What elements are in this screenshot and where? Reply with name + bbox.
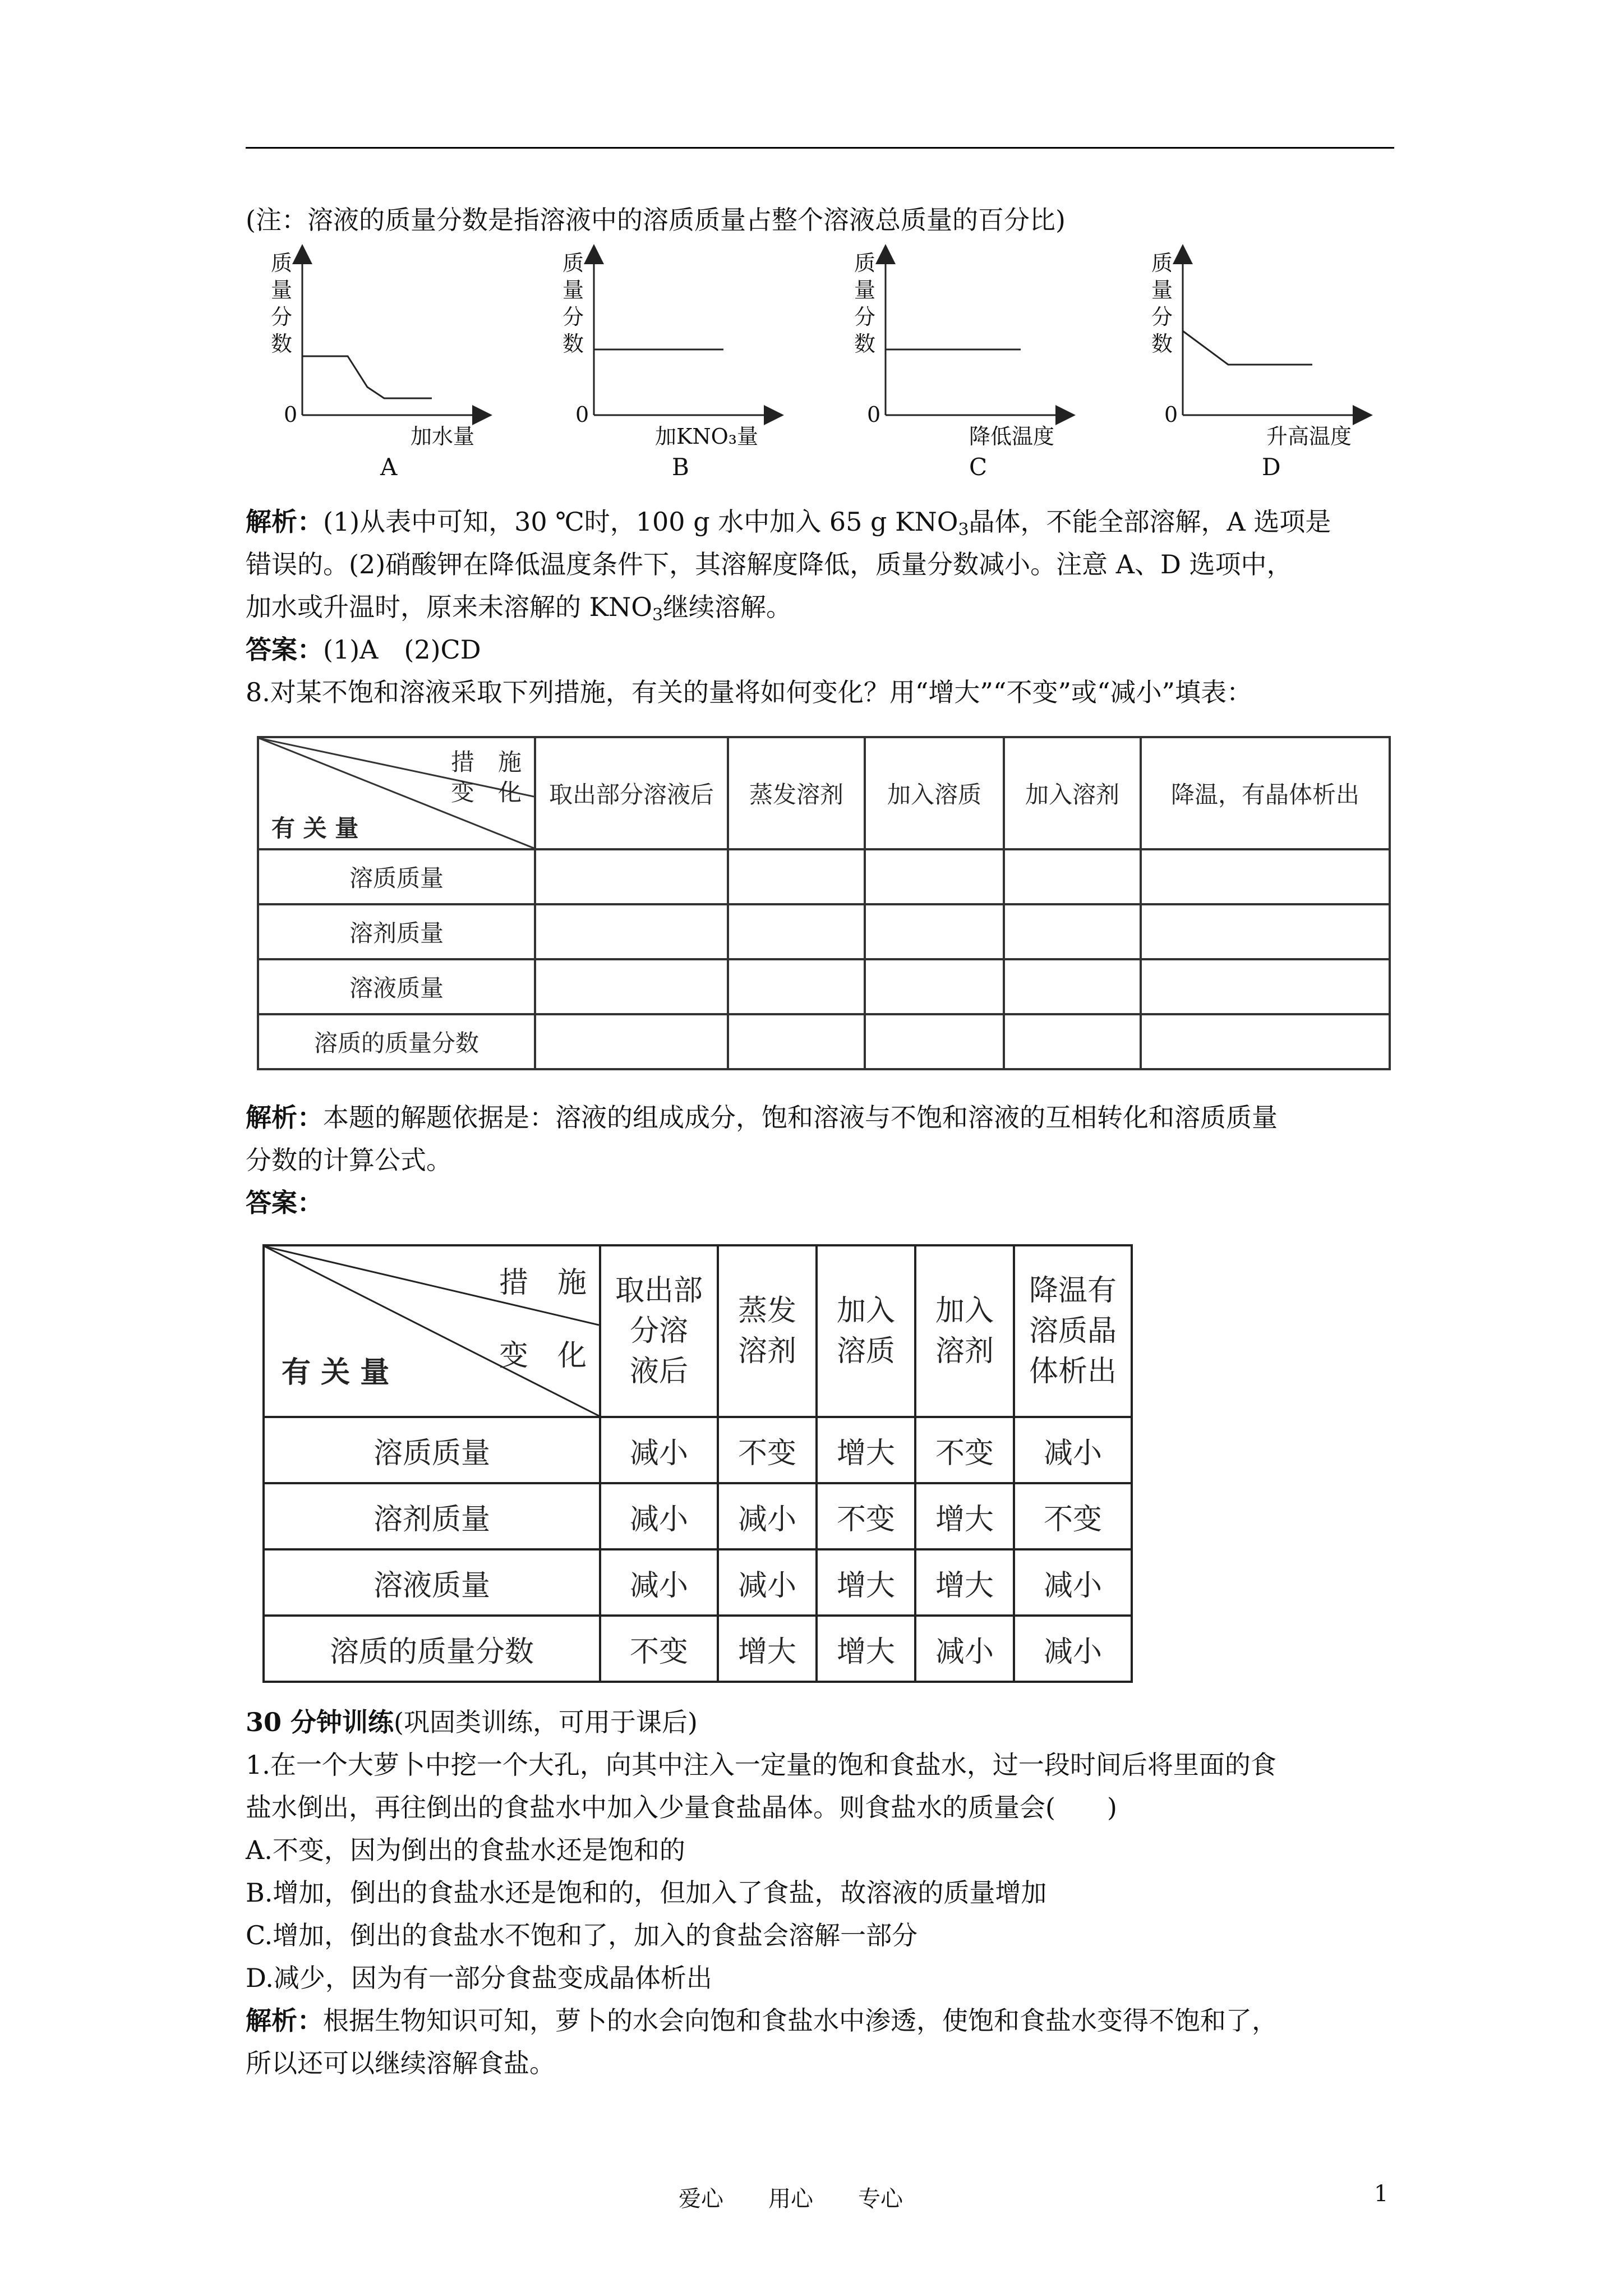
graph-d-origin: 0 (1164, 402, 1178, 427)
header-rule (246, 147, 1394, 149)
table2-cell: 增大 (817, 1417, 915, 1483)
question8-table (257, 736, 1391, 1070)
question8: 8.对某不饱和溶液采取下列措施，有关的量将如何变化？用“增大”“不变”或“减小”填表： (246, 677, 1252, 707)
analysis1-text3: 加水或升温时，原来未溶解的 KNO (246, 592, 652, 622)
section-heading (246, 1705, 698, 1739)
table2-row-label: 溶质质量 (264, 1417, 600, 1483)
table2-row (264, 1483, 1132, 1549)
table2-header-2 (718, 1245, 817, 1417)
table1-corner-qty: 有 关 量 (271, 815, 359, 842)
graph-b-plot (555, 250, 791, 485)
q1-line2: 盐水倒出，再往倒出的食盐水中加入少量食盐晶体。则食盐水的质量会( ) (246, 1792, 1117, 1823)
table2-header-5-l3: 体析出 (1029, 1355, 1117, 1388)
table1-cell (728, 1014, 865, 1069)
graph-d-ylabel-1: 质 (1151, 251, 1173, 275)
graph-b (555, 250, 791, 485)
answer2-label: 答案： (246, 1188, 323, 1218)
analysis1-sub1: 3 (958, 520, 969, 540)
table2-header-1-l2: 分溶 (629, 1314, 688, 1348)
table1-row (258, 959, 1390, 1014)
table2-header-1 (600, 1245, 718, 1417)
table2-cell: 减小 (718, 1549, 817, 1616)
graph-d-letter: D (1262, 453, 1281, 481)
table1-cell (1141, 959, 1390, 1014)
graph-a-xlabel: 加水量 (411, 424, 475, 449)
graph-a-origin: 0 (284, 402, 298, 427)
analysis1-text1: (1)从表中可知，30 ℃时，100 g 水中加入 65 g KNO (323, 507, 958, 537)
analysis2-line2: 分数的计算公式。 (246, 1145, 452, 1175)
graph-d-plot (1144, 250, 1380, 485)
table1-cell (1004, 959, 1141, 1014)
analysis1-line1 (246, 505, 1331, 547)
q1-line1: 1.在一个大萝卜中挖一个大孔，向其中注入一定量的饱和食盐水，过一段时间后将里面的食 (246, 1750, 1276, 1780)
graph-b-ylabel-4: 数 (562, 332, 584, 356)
table1-cell (865, 959, 1004, 1014)
table2-row-label: 溶质的质量分数 (264, 1616, 600, 1682)
table2-cell: 减小 (718, 1483, 817, 1549)
graph-d (1144, 250, 1380, 485)
graph-b-letter: B (672, 453, 689, 481)
table2-cell: 不变 (718, 1417, 817, 1483)
graph-a-letter: A (380, 453, 398, 481)
analysis1-line3 (246, 590, 792, 632)
table1-cell (1141, 849, 1390, 904)
table2-cell: 减小 (600, 1417, 718, 1483)
graph-b-xlabel: 加KNO₃量 (655, 424, 759, 449)
table2-cell: 增大 (817, 1549, 915, 1616)
table2-cell: 不变 (1014, 1483, 1132, 1549)
table2-cell: 增大 (915, 1549, 1014, 1616)
graph-c-origin: 0 (867, 402, 881, 427)
page-number: 1 (1374, 2181, 1389, 2207)
table1-cell (1141, 904, 1390, 959)
graph-c-ylabel-4: 数 (854, 332, 875, 356)
table1-header-3: 加入溶质 (865, 737, 1004, 849)
table2-corner (264, 1245, 600, 1417)
table1-row-label: 溶剂质量 (258, 904, 535, 959)
table1-row-label: 溶液质量 (258, 959, 535, 1014)
table1-row (258, 904, 1390, 959)
table2-corner-qty: 有 关 量 (282, 1356, 390, 1389)
graph-c-letter: C (969, 453, 988, 481)
answer1-line (246, 633, 481, 666)
graph-b-origin: 0 (575, 402, 589, 427)
graph-d-ylabel-3: 分 (1151, 305, 1173, 329)
analysis2-text1: 本题的解题依据是：溶液的组成成分，饱和溶液与不饱和溶液的互相转化和溶质质量 (323, 1102, 1278, 1133)
graph-c-ylabel-2: 量 (854, 278, 875, 302)
graph-c (847, 250, 1082, 485)
table2-row (264, 1549, 1132, 1616)
table2-cell: 增大 (915, 1483, 1014, 1549)
graph-b-ylabel-3: 分 (562, 305, 584, 329)
table1-header-5: 降温，有晶体析出 (1141, 737, 1390, 849)
table1-row-label: 溶质质量 (258, 849, 535, 904)
table1-cell (1004, 849, 1141, 904)
table1-cell (728, 904, 865, 959)
graph-b-ylabel-1: 质 (562, 251, 584, 275)
analysis3-line1 (246, 2004, 1278, 2037)
graph-a-plot (264, 250, 499, 485)
table2-corner-change: 变 化 (499, 1339, 587, 1373)
graph-a-ylabel-3: 分 (270, 305, 292, 329)
table2-header-3-l2: 溶质 (836, 1335, 895, 1368)
table1-cell (535, 904, 728, 959)
table2-cell: 减小 (600, 1549, 718, 1616)
table2-header-4-l2: 溶剂 (935, 1335, 994, 1368)
table2-cell: 不变 (915, 1417, 1014, 1483)
analysis2-label: 解析： (246, 1102, 323, 1133)
graph-a-ylabel-2: 量 (270, 278, 292, 302)
q1-option-b: B.增加，倒出的食盐水还是饱和的，但加入了食盐，故溶液的质量增加 (246, 1878, 1047, 1908)
table1-cell (1004, 904, 1141, 959)
graph-d-ylabel-2: 量 (1151, 278, 1173, 302)
graph-c-xlabel: 降低温度 (969, 424, 1055, 449)
answer-table (262, 1244, 1133, 1683)
table2-cell: 减小 (1014, 1616, 1132, 1682)
analysis3-label: 解析： (246, 2005, 323, 2036)
graph-c-ylabel-1: 质 (854, 251, 875, 275)
table2-header-5 (1014, 1245, 1132, 1417)
note-line: (注：溶液的质量分数是指溶液中的溶质质量占整个溶液总质量的百分比) (246, 205, 1066, 235)
graph-a-ylabel-4: 数 (270, 332, 292, 356)
analysis1-text1-end: 晶体，不能全部溶解，A 选项是 (969, 507, 1331, 537)
analysis2-line1 (246, 1101, 1278, 1134)
analysis1-text3-end: 继续溶解。 (663, 592, 792, 622)
footer-text: 爱心 用心 专心 (679, 2186, 903, 2212)
analysis3-text1: 根据生物知识可知，萝卜的水会向饱和食盐水中渗透，使饱和食盐水变得不饱和了， (323, 2005, 1278, 2036)
graph-d-ylabel-4: 数 (1151, 332, 1173, 356)
table2-header-2-l1: 蒸发 (737, 1294, 796, 1328)
graph-c-ylabel-3: 分 (854, 305, 875, 329)
table2-cell: 减小 (1014, 1549, 1132, 1616)
table1-cell (535, 849, 728, 904)
table2-header-4-l1: 加入 (935, 1294, 994, 1328)
analysis1-label: 解析： (246, 507, 323, 537)
table2-row-label: 溶剂质量 (264, 1483, 600, 1549)
table1-cell (1004, 1014, 1141, 1069)
graph-b-ylabel-2: 量 (562, 278, 584, 302)
table2-cell: 减小 (600, 1483, 718, 1549)
analysis1-line2: 错误的。(2)硝酸钾在降低温度条件下，其溶解度降低，质量分数减小。注意 A、D 选项中， (246, 549, 1293, 579)
table1-row (258, 1014, 1390, 1069)
table2-cell: 不变 (817, 1483, 915, 1549)
table2-cell: 增大 (817, 1616, 915, 1682)
table2-header-1-l1: 取出部 (615, 1274, 703, 1308)
table1-header-2: 蒸发溶剂 (728, 737, 865, 849)
table1-corner-measure: 措 施 (450, 748, 522, 776)
table1-cell (865, 1014, 1004, 1069)
table1-header-4: 加入溶剂 (1004, 737, 1141, 849)
q1-option-a: A.不变，因为倒出的食盐水还是饱和的 (246, 1835, 685, 1865)
table2-header-5-l1: 降温有 (1029, 1274, 1117, 1308)
table1-corner-change: 变 化 (450, 779, 522, 806)
table2-row (264, 1616, 1132, 1682)
graph-c-plot (847, 250, 1082, 485)
table1-row (258, 849, 1390, 904)
table2-cell: 不变 (600, 1616, 718, 1682)
table2-header-2-l2: 溶剂 (737, 1335, 796, 1368)
table1-cell (535, 1014, 728, 1069)
table1-cell (865, 904, 1004, 959)
q1-option-c: C.增加，倒出的食盐水不饱和了，加入的食盐会溶解一部分 (246, 1920, 918, 1950)
analysis3-line2: 所以还可以继续溶解食盐。 (246, 2048, 555, 2078)
table1-cell (1141, 1014, 1390, 1069)
table2-cell: 减小 (1014, 1417, 1132, 1483)
table2-header-1-l3: 液后 (629, 1355, 688, 1388)
table2-header-4 (915, 1245, 1014, 1417)
section-heading-bold: 30 分钟训练 (246, 1707, 394, 1737)
table1-cell (535, 959, 728, 1014)
table2-row-label: 溶液质量 (264, 1549, 600, 1616)
table1-cell (865, 849, 1004, 904)
answer1-label: 答案： (246, 634, 323, 665)
section-heading-rest: (巩固类训练，可用于课后) (394, 1707, 698, 1737)
table1-corner (258, 737, 535, 849)
table2-header-5-l2: 溶质晶 (1029, 1314, 1117, 1348)
graph-d-xlabel: 升高温度 (1266, 424, 1352, 449)
table1-cell (728, 849, 865, 904)
answer1-text: (1)A (2)CD (323, 634, 481, 665)
graph-a-ylabel-1: 质 (270, 251, 292, 275)
table2-cell: 减小 (915, 1616, 1014, 1682)
table2-row (264, 1417, 1132, 1483)
table2-cell: 增大 (718, 1616, 817, 1682)
graph-a (264, 250, 499, 485)
table1-cell (728, 959, 865, 1014)
table2-header-3-l1: 加入 (836, 1294, 895, 1328)
table1-row-label: 溶质的质量分数 (258, 1014, 535, 1069)
table1-header-1: 取出部分溶液后 (535, 737, 728, 849)
q1-option-d: D.减少，因为有一部分食盐变成晶体析出 (246, 1963, 712, 1993)
table2-header-3 (817, 1245, 915, 1417)
table2-corner-measure: 措 施 (499, 1266, 587, 1300)
analysis1-sub3: 3 (652, 605, 663, 625)
